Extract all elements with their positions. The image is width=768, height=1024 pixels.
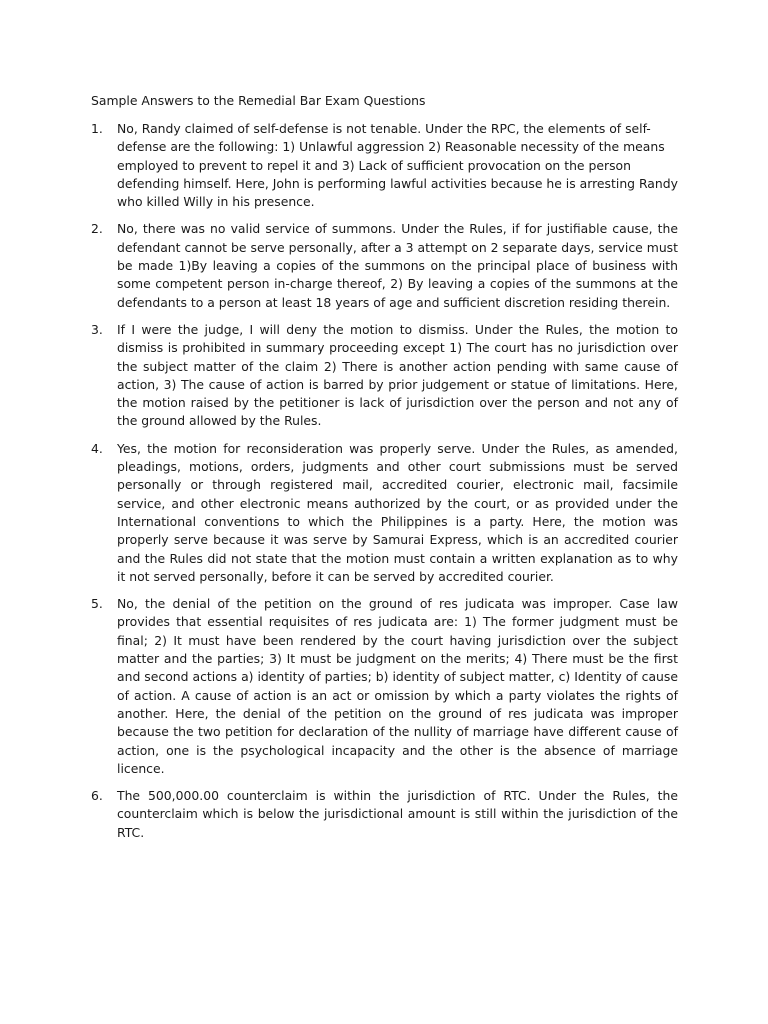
answer-text: If I were the judge, I will deny the motion to dismiss. Under the Rules, the motion to dismiss is prohibited in summary proceeding except 1) The court has no jurisdiction over the subject matter of the claim 2) There is another action pending with same cause of action, 3) The cause of action is barred by prior judgement or statue of limitations. Here, the motion raised by the petitioner is lack of jurisdiction over the person and not any of the ground allowed by the Rules. — [117, 321, 678, 429]
answer-item-3 — [91, 321, 678, 431]
answer-number: 6. — [91, 788, 103, 804]
answer-item-2 — [91, 220, 678, 311]
answer-item-4 — [91, 440, 678, 586]
answer-text: No, the denial of the petition on the ground of res judicata was improper. Case law provides that essential requisites of res judicata are: 1) The former judgment must be final; 2) It must have been rendered by the court having jurisdiction over the subject matter and the parties; 3) It must be judgment on the merits; 4) There must be the first and second actions a) identity of parties; b) identity of subject matter, c) Identity of cause of action. A cause of action is an act or omission by which a party violates the rights of another. Here, the denial of the petition on the ground of res judicata was improper because the two petition for declaration of the nullity of marriage have different cause of action, one is the psychological incapacity and the other is the absence of marriage licence. — [117, 596, 678, 776]
answer-number: 2. — [91, 221, 103, 237]
answer-item-1 — [91, 120, 678, 211]
answer-item-5 — [91, 595, 678, 778]
answer-text: Yes, the motion for reconsideration was properly serve. Under the Rules, as amended, pleadings, motions, orders, judgments and other court submissions must be served personally or through registered mail, accredited courier, electronic mail, facsimile service, and other electronic means authorized by the court, or as provided under the International conventions to which the Philippines is a party. Here, the motion was properly serve because it was serve by Samurai Express, which is an accredited courier and the Rules did not state that the motion must contain a written explanation as to why it not served personally, before it can be served by accredited courier. — [117, 440, 678, 584]
answer-text: No, Randy claimed of self-defense is not tenable. Under the RPC, the elements of self-defense are the following: 1) Unlawful aggression 2) Reasonable necessity of the means employed to prevent to repel it and 3) Lack of sufficient provocation on the person defending himself. Here, John is performing lawful activities because he is arresting Randy who killed Willy in his presence. — [117, 121, 678, 210]
document-title: Sample Answers to the Remedial Bar Exam Questions — [91, 93, 426, 108]
answer-number: 1. — [91, 121, 103, 136]
answer-number: 4. — [91, 440, 103, 456]
answer-item-6 — [91, 787, 678, 842]
answer-list — [91, 120, 678, 842]
answer-text: The 500,000.00 counterclaim is within the jurisdiction of RTC. Under the Rules, the counterclaim which is below the jurisdictional amount is still within the jurisdiction of the RTC. — [117, 788, 678, 840]
answer-number: 5. — [91, 596, 103, 612]
answer-number: 3. — [91, 321, 103, 337]
answer-text: No, there was no valid service of summons. Under the Rules, if for justifiable cause, the defendant cannot be serve personally, after a 3 attempt on 2 separate days, service must be made 1)By leaving a copies of the summons on the principal place of business with some competent person in-charge thereof, 2) By leaving a copies of the summons at the defendants to a person at least 18 years of age and sufficient discretion residing therein. — [117, 221, 678, 310]
